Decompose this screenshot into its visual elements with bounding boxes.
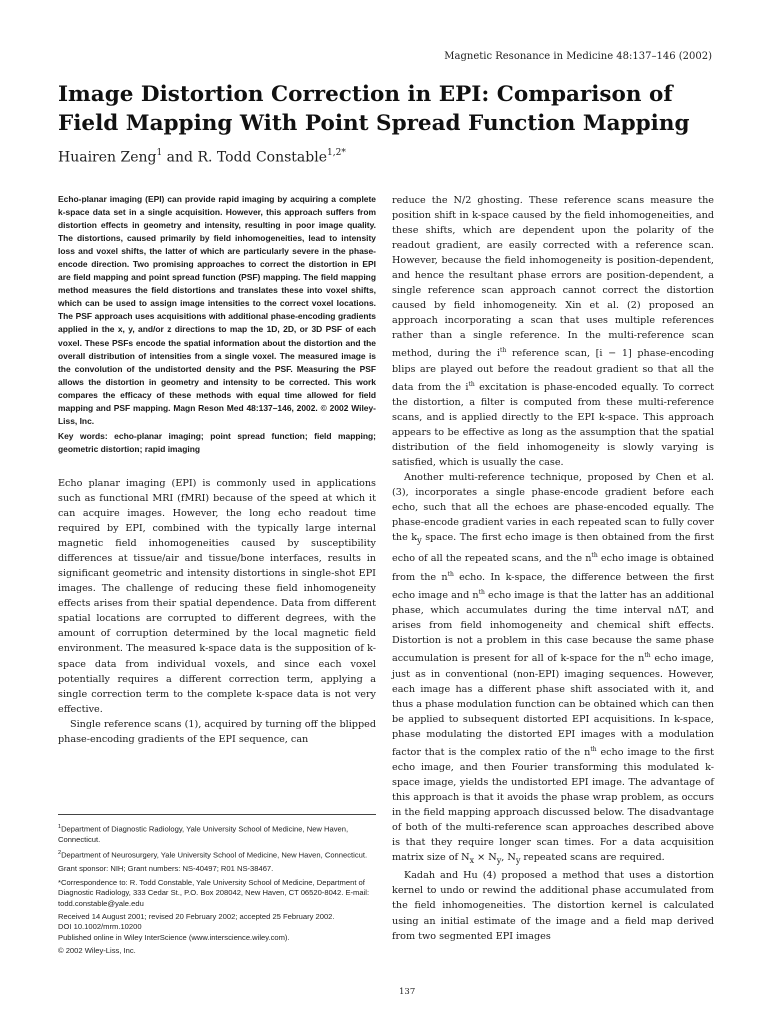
body-paragraph: reduce the N/2 ghosting. These reference scans measure the position shift in k-space caused by the field inhomogeneities, and these shifts, which are dependent upon the polarity of the readout gradient, are easily corrected with a reference scan. However, because the field inhomogeneity is position-dependent, and hence the resultant phase errors are position-dependent, a single reference scan approach cannot correct the distortion caused by field inhomogeneity. Xin et al. (2) proposed an approach incorporating a scan that uses multiple references rather than a single reference. In the multi-reference scan method, during the $i^{th}$ reference scan, [i − 1] phase-encoding blips are played out before the readout gradient so that all the data from the $i^{th}$ excitation is phase-encoded equally. To correct the distortion, a filter is computed from these multi-reference scans, and is applied directly to the EPI k-space. This approach appears to be effective as long as the assumption that the spatial distribution of the field inhomogeneity is slowly varying is satisfied, which is usually the case.	[392, 195, 715, 469]
footnote: Received 14 August 2001; revised 20 February 2002; accepted 25 February 2002.	[58, 911, 335, 921]
page-number: 137	[399, 987, 416, 997]
author-affiliation-mark: 1	[156, 148, 163, 158]
footnote: *Correspondence to: R. Todd Constable, Yale University School of Medicine, Department of Diagnostic Radiology, 333 Cedar St., P.O. Box 208042, New Haven, CT 06520-8042. E-mail: todd.constable@yale.edu	[58, 877, 370, 908]
footnote: Published online in Wiley InterScience (www.interscience.wiley.com).	[58, 932, 290, 942]
author-list	[58, 149, 346, 166]
body-paragraph: Single reference scans (1), acquired by turning off the blipped phase-encoding gradients of the EPI sequence, can	[58, 718, 376, 745]
article-title: Image Distortion Correction in EPI: Comparison of Field Mapping With Point Spread Function Mapping	[58, 82, 690, 136]
copyright: © 2002 Wiley-Liss, Inc.	[58, 946, 136, 956]
footnote: $^1$Department of Diagnostic Radiology, Yale University School of Medicine, New Haven, Connecticut.	[58, 824, 349, 844]
footnotes	[58, 814, 376, 960]
author-name: R. Todd Constable	[197, 149, 328, 166]
body-paragraph: Another multi-reference technique, proposed by Chen et al. (3), incorporates a single phase-encode gradient before each echo, such that all the echoes are phase-encoded equally. The phase-encode gradient varies in each repeated scan to fully cover the $k_y$ space. The first echo image is then obtained from the first echo of all the repeated scans, and the $n^{th}$ echo image is obtained from the $n^{th}$ echo. In k-space, the difference between the first echo image and $n^{th}$ echo image is that the latter has an additional phase, which accumulates during the time interval nΔT, and arises from field inhomogeneity and chemical shift effects. Distortion is not a problem in this case because the same phase accumulation is present for all of k-space for the $n^{th}$ echo image, just as in conventional (non-EPI) imaging sequences. However, each image has a different phase shift associated with it, and thus a phase modulation function can be obtained which can then be applied to subsequent distorted EPI acquisitions. In k-space, phase modulating the distorted EPI images with a modulation factor that is the complex ratio of the $n^{th}$ echo image to the first echo image, and then Fourier transforming this modulated k-space image, yields the undistorted EPI image. The advantage of this approach is that it avoids the phase wrap problem, as occurs in the field mapping approach discussed below. The disadvantage of both of the multi-reference scan approaches described above is that they require longer scan times. For a data acquisition matrix size of $N_x \times N_y$, $N_y$ repeated scans are required.	[392, 472, 714, 866]
body-paragraph: Kadah and Hu (4) proposed a method that uses a distortion kernel to undo or rewind the additional phase accumulated from the field inhomogeneities. The distortion kernel is calculated using an initial estimate of the image and a field map derived from two segmented EPI images	[392, 870, 714, 942]
author-name: Huairen Zeng	[58, 149, 157, 166]
footnote: $^2$Department of Neurosurgery, Yale University School of Medicine, New Haven, Connecticut.	[58, 850, 368, 860]
footnote: DOI 10.1002/mrm.10200	[58, 922, 142, 932]
footnote: Grant sponsor: NIH; Grant numbers: NS-40497; R01 NS-38467.	[58, 864, 274, 874]
author-separator: and	[162, 149, 198, 166]
body-paragraph: Echo planar imaging (EPI) is commonly used in applications such as functional MRI (fMRI) because of the speed at which it can acquire images. However, the long echo readout time required by EPI, combined with the typically large internal magnetic field inhomogeneities caused by susceptibility differences at tissue/air and tissue/bone interfaces, results in significant geometric and intensity distortions in single-shot EPI images. The challenge of reducing these field inhomogeneity effects arises from their spatial dependence. Data from different spatial locations are corrupted to different degrees, with the amount of corruption determined by the local magnetic field environment. The measured k-space data is the supposition of k-space data from individual voxels, and since each voxel potentially requires a different correction term, applying a single correction term to the complete k-space data is not very effective.	[58, 477, 376, 715]
body-left	[58, 476, 376, 747]
abstract: Echo-planar imaging (EPI) can provide rapid imaging by acquiring a complete k-space data set in a single acquisition. However, this approach suffers from distortion effects in geometry and intensity, resulting in poor image quality. The distortions, caused primarily by field inhomogeneities, lead to intensity loss and voxel shifts, the latter of which are particularly severe in the phase-encode direction. Two promising approaches to correct the distortion in EPI are field mapping and point spread function (PSF) mapping. The field mapping method measures the field distortions and translates these into voxel shifts, which can be used to assign image intensities to the correct voxel locations. The PSF approach uses acquisitions with additional phase-encoding gradients applied in the x, y, and/or z directions to map the 1D, 2D, or 3D PSF of each voxel. These PSFs encode the spatial information about the distortion and the overall distribution of intensities from a single voxel. The measured image is the convolution of the undistorted density and the PSF. Measuring the PSF allows the distortion in geometry and intensity to be corrected. This work compares the efficacy of these methods with equal time allowed for field mapping and PSF mapping. Magn Reson Med 48:137–146, 2002. © 2002 Wiley-Liss, Inc.	[58, 194, 376, 426]
left-column	[58, 193, 376, 747]
author-affiliation-mark: 1,2*	[327, 148, 346, 158]
journal-citation: Magnetic Resonance in Medicine 48:137–146 (2002)	[444, 51, 712, 62]
keywords: Key words: echo-planar imaging; point spread function; field mapping; geometric distortion; rapid imaging	[58, 430, 376, 454]
right-column	[392, 193, 714, 944]
